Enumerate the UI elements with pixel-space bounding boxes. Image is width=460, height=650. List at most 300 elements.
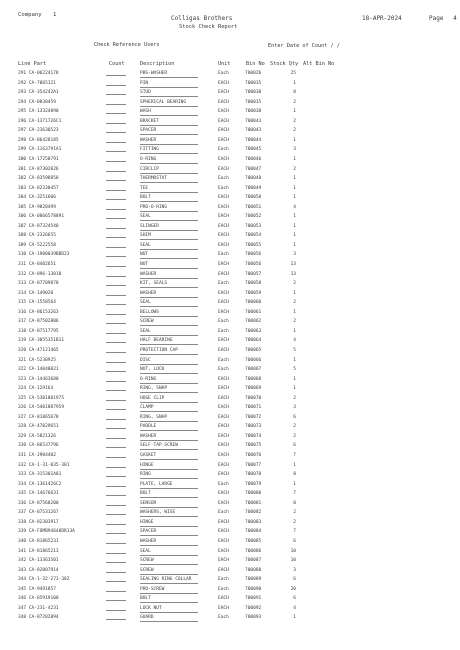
count-entry-line[interactable] [106,142,126,143]
bin-number: 700035 [245,80,262,86]
count-entry-line[interactable] [106,419,126,420]
count-entry-line[interactable] [106,524,126,525]
stock-qty: 4 [293,204,296,210]
bin-number: 700058 [245,281,262,287]
unit: Each [218,328,229,334]
stock-qty: 3 [293,567,296,573]
description-underline [140,115,198,116]
description-underline [140,478,198,479]
unit: EACH [218,338,229,344]
unit: EACH [218,605,229,611]
count-entry-line[interactable] [106,151,126,152]
part-number: 322 CA-14048021 [18,367,59,373]
count-entry-line[interactable] [106,619,126,620]
stock-qty: 1 [293,137,296,143]
stock-qty: 2 [293,519,296,525]
bin-number: 700048 [245,176,262,182]
bin-number: 700059 [245,290,262,296]
description: PIN [140,80,149,86]
part-number: 338 CA-82303917 [18,519,59,525]
count-entry-line[interactable] [106,591,126,592]
description-underline [140,220,198,221]
description: NUT [140,262,149,267]
count-entry-line[interactable] [106,94,126,95]
stock-qty: 1 [293,80,296,86]
bin-number: 700051 [245,204,262,210]
stock-qty: 1 [293,309,296,315]
bin-number: 700086 [245,548,262,554]
count-entry-line[interactable] [106,161,126,162]
table-row [0,329,460,339]
vendor-name: Colligas Brothers [171,15,233,22]
stock-qty: 1 [293,242,296,248]
part-number: 329 CA-5821326 [18,433,56,439]
bin-number: 700064 [245,338,262,344]
part-number: 340 CA-81865231 [18,538,59,544]
table-row [0,491,460,501]
bin-number: 700070 [245,395,262,401]
unit: EACH [218,500,229,506]
stock-qty: 3 [293,147,296,153]
description: KIT, SEALS [140,281,168,287]
table-row [0,348,460,358]
bin-number: 700049 [245,185,262,191]
count-entry-line[interactable] [106,209,126,210]
count-entry-line[interactable] [106,438,126,439]
part-number: 347 CA-231-4231 [18,605,59,611]
part-number: 301 CA-87302026 [18,166,59,172]
description-underline [140,545,198,546]
count-entry-line[interactable] [106,467,126,468]
unit: Each [218,481,229,487]
stock-qty: 1 [293,328,296,334]
stock-qty: 2 [293,118,296,124]
table-row [0,377,460,387]
bin-number: 700026 [245,71,262,76]
count-entry-line[interactable] [106,228,126,229]
unit: EACH [218,453,229,458]
part-number: 324 CA-129164 [18,386,54,392]
count-entry-line[interactable] [106,237,126,238]
description: GASKET [140,453,157,458]
description-underline [140,182,198,183]
description-underline [140,421,198,422]
part-number: 345 CA-9491857 [18,586,56,592]
table-row [0,443,460,453]
count-entry-line[interactable] [106,543,126,544]
bin-number: 700093 [245,615,262,621]
part-number: 310 CA-1900039BBD23 [18,252,70,258]
unit: Each [218,281,229,287]
table-row [0,396,460,406]
part-number: 306 CA-0866578891 [18,214,65,220]
description: SPACER [140,128,157,134]
count-entry-line[interactable] [106,476,126,477]
table-row [0,358,460,368]
count-entry-line[interactable] [106,104,126,105]
column-header-description: Description [140,61,175,67]
description-underline [140,430,198,431]
stock-qty: 6 [293,414,296,420]
bin-number: 700074 [245,433,262,439]
bin-number: 700078 [245,472,262,478]
unit: Each [218,367,229,373]
stock-qty: 2 [293,510,296,516]
description-underline [140,316,198,317]
table-row [0,367,460,377]
part-number: 337 CA-87531267 [18,510,59,516]
reference-label [94,42,160,48]
count-entry-line[interactable] [106,495,126,496]
column-header-line-part: Line Part [18,61,47,67]
part-number: 327 CA-81865678 [18,414,59,420]
stock-qty: 1 [293,615,296,621]
description: WASH [140,109,151,115]
bin-number: 700081 [245,500,262,506]
count-entry-line[interactable] [106,132,126,133]
description: WASHER [140,271,157,277]
description-underline [140,134,198,135]
bin-number: 700057 [245,271,262,277]
part-number: 315 CA-1558564 [18,300,56,306]
description: SEAL [140,328,151,334]
stock-qty: 1 [293,223,296,229]
description-underline [140,77,198,78]
stock-qty: 1 [293,109,296,115]
description-underline [140,402,198,403]
stock-qty: 25 [290,71,296,76]
unit: Each [218,577,229,583]
description-underline [140,192,198,193]
description: BELLOWS [140,309,159,315]
count-entry-line[interactable] [106,180,126,181]
table-row [0,176,460,186]
count-entry-line[interactable] [106,123,126,124]
table-row [0,549,460,559]
column-header-alt-bin: Alt Bin No [303,61,335,67]
count-entry-line[interactable] [106,362,126,363]
unit: EACH [218,405,229,411]
unit: EACH [218,567,229,573]
part-number: 320 CA-47121465 [18,347,59,353]
description-underline [140,602,198,603]
part-number: 303 CA-82330457 [18,185,59,191]
stock-qty: 1 [293,233,296,239]
stock-qty: 7 [293,491,296,497]
bin-number: 700068 [245,376,262,382]
table-row [0,424,460,434]
part-number: 334 CA-1361426C2 [18,481,62,487]
count-entry-line[interactable] [106,553,126,554]
count-entry-line[interactable] [106,352,126,353]
stock-qty: 1 [293,376,296,382]
count-entry-line[interactable] [106,409,126,410]
unit: EACH [218,596,229,602]
unit: EACH [218,491,229,497]
column-header-count: Count [109,61,125,67]
stock-qty: 7 [293,453,296,458]
unit: EACH [218,166,229,172]
bin-number: 700045 [245,147,262,153]
unit: EACH [218,242,229,248]
stock-qty: 2 [293,300,296,306]
unit: Each [218,319,229,325]
description-underline [140,306,198,307]
count-entry-line[interactable] [106,218,126,219]
column-header-stock-qty: Stock Qty [270,61,299,67]
count-entry-line[interactable] [106,247,126,248]
table-row [0,386,460,396]
unit: EACH [218,538,229,544]
count-entry-line[interactable] [106,314,126,315]
description-underline [140,354,198,355]
part-number: 307 CA-87324540 [18,223,59,229]
description-underline [140,278,198,279]
stock-qty: 1 [293,185,296,191]
description: GUARD [140,615,154,621]
stock-qty: 2 [293,166,296,172]
bin-number: 700030 [245,90,262,96]
count-entry-line[interactable] [106,610,126,611]
unit: EACH [218,99,229,105]
description: SPACER [140,529,157,535]
unit: EACH [218,386,229,392]
bin-number: 700092 [245,605,262,611]
unit: EACH [218,433,229,439]
bin-number: 700053 [245,223,262,229]
description: SCREW [140,567,154,573]
unit: Each [218,185,229,191]
table-row [0,195,460,205]
unit: Each [218,510,229,516]
description: FITTING [140,147,159,153]
table-row [0,109,460,119]
count-entry-line[interactable] [106,505,126,506]
description-underline [140,287,198,288]
stock-qty: 1 [293,357,296,363]
count-entry-line[interactable] [106,400,126,401]
part-number: 332 CA-1-31-035-381 [18,462,70,468]
part-number: 300 CA-17250791 [18,156,59,162]
count-entry-line[interactable] [106,447,126,448]
bin-number: 700082 [245,510,262,516]
part-number: 293 CA-354242A1 [18,90,59,96]
description-underline [140,526,198,527]
description: NUT, LOCK [140,367,165,373]
report-date: 18-APR-2024 [362,15,402,22]
table-row [0,577,460,587]
bin-number: 700055 [245,242,262,248]
part-number: 323 CA-14463680 [18,376,59,382]
count-entry-line[interactable] [106,295,126,296]
bin-number: 700052 [245,214,262,220]
table-row [0,606,460,616]
count-entry-line[interactable] [106,323,126,324]
page-label: Page [429,15,444,22]
count-entry-line[interactable] [106,514,126,515]
unit: EACH [218,223,229,229]
stock-qty: 3 [293,405,296,411]
description-underline [140,153,198,154]
stock-qty: 4 [293,605,296,611]
unit: Each [218,176,229,182]
description-underline [140,583,198,584]
count-entry-line[interactable] [106,276,126,277]
count-entry-line[interactable] [106,533,126,534]
description: BOLT [140,596,151,602]
description-underline [140,335,198,336]
unit: EACH [218,529,229,535]
table-row [0,482,460,492]
stock-qty: 1 [293,176,296,182]
description-underline [140,87,198,88]
description-underline [140,325,198,326]
unit: Each [218,71,229,76]
table-row [0,539,460,549]
description-underline [140,593,198,594]
count-entry-line[interactable] [106,486,126,487]
table-row [0,587,460,597]
description: RING, SNAP [140,386,168,392]
table-row [0,252,460,262]
description: SELF-TAP SCREW [140,443,178,449]
stock-qty: 8 [293,472,296,478]
bin-number: 700091 [245,596,262,602]
unit: EACH [218,558,229,564]
table-row [0,472,460,482]
description-underline [140,383,198,384]
unit: EACH [218,118,229,124]
unit: EACH [218,347,229,353]
description: O-RING [140,156,157,162]
table-row [0,119,460,129]
count-entry-line[interactable] [106,199,126,200]
part-number: 302 CA-83598858 [18,176,59,182]
description-underline [140,449,198,450]
page-indicator [429,15,457,22]
stock-qty: 1 [293,195,296,201]
part-number: 305 CA-9828499 [18,204,56,210]
part-number: 291 CA-06224178 [18,71,59,76]
description: PROTECTION CAP [140,347,178,353]
part-number: 342 CA-13363501 [18,558,59,564]
count-entry-line[interactable] [106,266,126,267]
page-number: 4 [453,15,457,22]
description: SPHERICAL BEARING [140,99,187,105]
table-row [0,434,460,444]
stock-qty: 3 [293,252,296,258]
count-entry-line[interactable] [106,190,126,191]
part-number: 343 CA-82007914 [18,567,59,573]
part-number: 308 CA-2326655 [18,233,56,239]
description-underline [140,96,198,97]
stock-qty: 8 [293,90,296,96]
count-entry-line[interactable] [106,390,126,391]
unit: EACH [218,300,229,306]
stock-qty: 5 [293,367,296,373]
count-entry-line[interactable] [106,342,126,343]
part-number: 314 CA-149020 [18,290,54,296]
stock-qty: 2 [293,99,296,105]
part-number: 311 CA-8402651 [18,262,56,267]
count-entry-line[interactable] [106,85,126,86]
description-underline [140,535,198,536]
bin-number: 700050 [245,195,262,201]
count-entry-line[interactable] [106,113,126,114]
count-entry-line[interactable] [106,171,126,172]
part-number: 313 CA-87709878 [18,281,59,287]
part-number: 318 CA-87517795 [18,328,59,334]
part-number: 331 CA-J904402 [18,453,56,458]
unit: EACH [218,309,229,315]
bin-number: 700044 [245,137,262,143]
stock-qty: 10 [290,548,296,554]
stock-qty: 5 [293,347,296,353]
part-number: 319 CA-3055351B11 [18,338,65,344]
count-entry-line[interactable] [106,600,126,601]
count-entry-line[interactable] [106,381,126,382]
stock-qty: 2 [293,395,296,401]
description: SHIM [140,233,151,239]
table-row [0,615,460,625]
unit: EACH [218,424,229,430]
bin-number: 700084 [245,529,262,535]
count-entry-line[interactable] [106,572,126,573]
stock-qty: 6 [293,538,296,544]
unit: Each [218,615,229,621]
count-entry-line[interactable] [106,304,126,305]
count-entry-line[interactable] [106,285,126,286]
table-row [0,272,460,282]
table-row [0,281,460,291]
bin-number: 700069 [245,386,262,392]
description: PRO-SCREW [140,586,165,592]
column-header-unit: Unit [218,61,231,67]
count-entry-line[interactable] [106,371,126,372]
bin-number: 700063 [245,328,262,334]
description: RING, SNAP [140,414,168,420]
count-entry-line[interactable] [106,256,126,257]
count-entry-line[interactable] [106,581,126,582]
count-entry-line[interactable] [106,333,126,334]
description: SCREW [140,319,154,325]
part-number: 333 CA-315301A01 [18,472,62,478]
description: BOLT [140,491,151,497]
bin-number: 700089 [245,577,262,583]
bin-number: 700061 [245,309,262,315]
count-entry-line[interactable] [106,428,126,429]
unit: EACH [218,109,229,115]
bin-number: 700038 [245,109,262,115]
stock-qty: 6 [293,596,296,602]
description: HALF BEARING [140,338,173,344]
part-number: 341 CA-81865213 [18,548,59,554]
table-row [0,157,460,167]
part-number: 346 CA-85919100 [18,596,59,602]
unit: EACH [218,462,229,468]
stock-qty: 1 [293,462,296,468]
description-underline [140,125,198,126]
description-underline [140,507,198,508]
part-number: 312 CA-896-13018 [18,271,62,277]
stock-qty: 0 [293,500,296,506]
part-number: 321 CA-5230925 [18,357,56,363]
count-entry-line[interactable] [106,457,126,458]
count-entry-line[interactable] [106,75,126,76]
count-entry-line[interactable] [106,562,126,563]
description: SCREW [140,558,154,564]
bin-number: 700083 [245,519,262,525]
